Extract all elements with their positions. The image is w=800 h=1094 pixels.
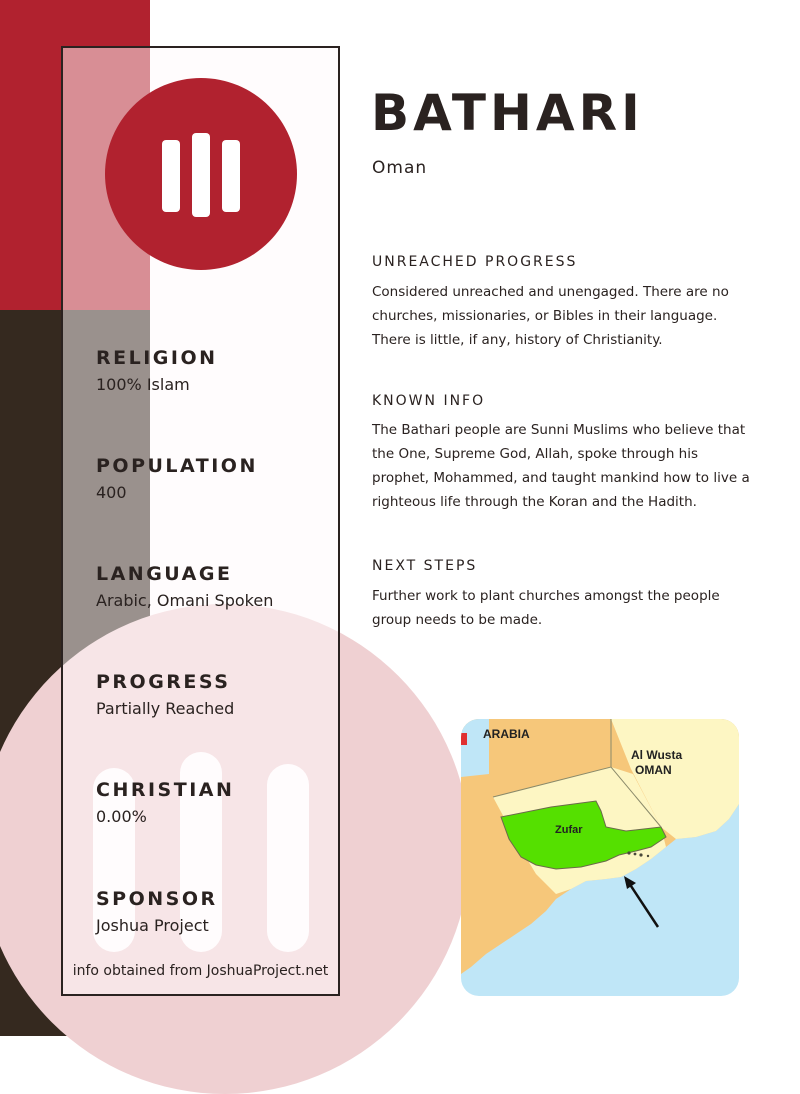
sponsor-label: SPONSOR [96,888,218,910]
logo-bar-middle [192,133,210,217]
language-value: Arabic, Omani Spoken [96,591,274,610]
population-label: POPULATION [96,455,258,477]
island-dot [647,855,649,857]
christian-label: CHRISTIAN [96,779,235,801]
source-note: info obtained from JoshuaProject.net [72,963,329,979]
logo-bar-right [222,140,240,212]
next-steps-heading: NEXT STEPS [372,558,478,574]
language-label: LANGUAGE [96,563,233,585]
religion-value: 100% Islam [96,375,190,394]
christian-value: 0.00% [96,807,147,826]
logo-bar-left [162,140,180,212]
next-steps-text: Further work to plant churches amongst the people group needs to be made. [372,588,720,628]
country-subtitle: Oman [372,158,428,178]
progress-label: PROGRESS [96,671,231,693]
unreached-progress-text: Considered unreached and unengaged. There are no churches, missionaries, or Bibles in their language. There is little, if any, history of Christianity. [372,284,729,348]
location-map [461,719,739,996]
island-dot [634,853,637,856]
religion-label: RELIGION [96,347,218,369]
unreached-progress-heading: UNREACHED PROGRESS [372,254,578,270]
progress-value: Partially Reached [96,699,235,718]
known-info-text: The Bathari people are Sunni Muslims who believe that the One, Supreme God, Allah, spoke through his prophet, Mohammed, and taught mankind how to live a righteous life through the Koran and the Hadith. [372,422,750,510]
map-marker-red [461,733,467,745]
map-label-oman: OMAN [635,763,672,777]
island-dot [627,851,630,854]
known-info-heading: KNOWN INFO [372,393,486,409]
island-dot [639,853,642,856]
population-value: 400 [96,483,127,502]
logo-icon [105,78,297,270]
sponsor-value: Joshua Project [96,916,209,935]
page-title: BATHARI [371,84,644,142]
map-label-zufar: Zufar [555,824,583,836]
map-graphic [461,719,739,996]
map-label-al-wusta: Al Wusta [631,748,683,762]
map-label-arabia: ARABIA [483,727,530,741]
